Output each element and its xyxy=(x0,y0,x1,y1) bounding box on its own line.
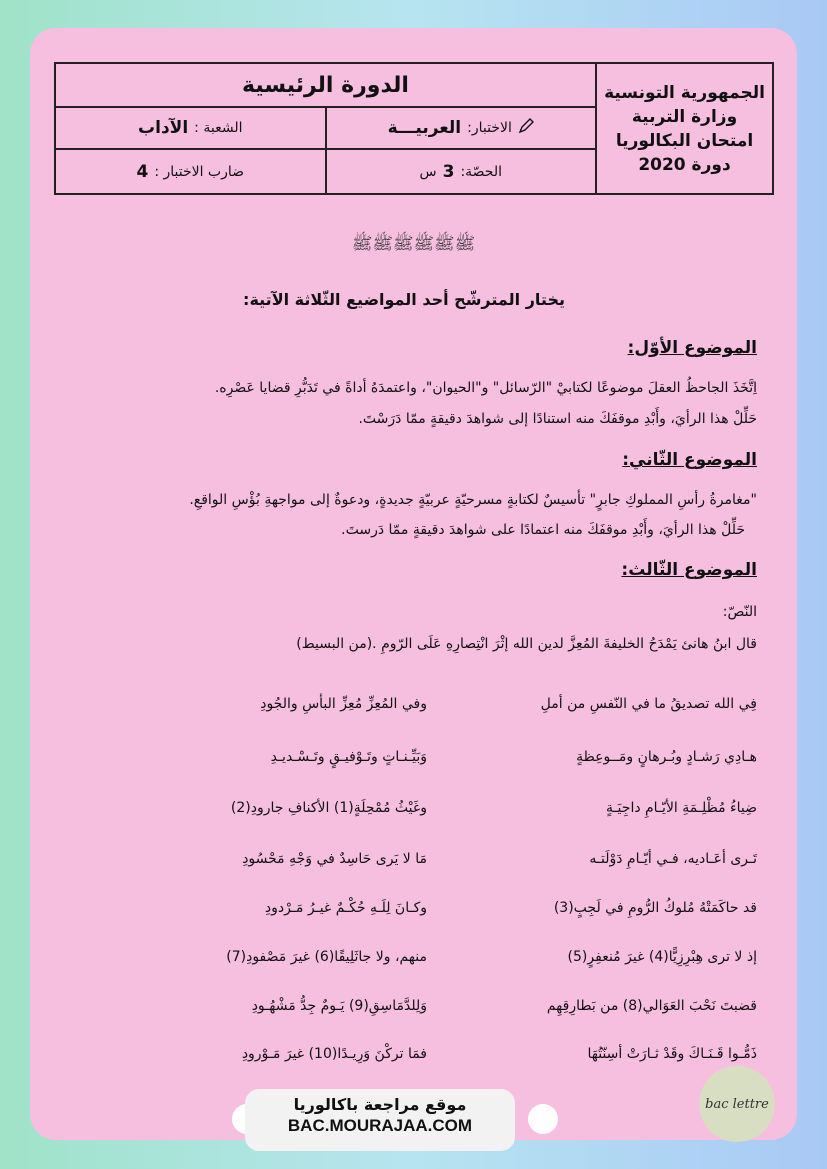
bac-lettre-badge: bac lettre xyxy=(699,1066,775,1142)
verse-8-first: ذَمُّـوا قَـنَـاكَ وقَدْ ثـارَتْ أسِنّتُهَا xyxy=(587,1046,757,1062)
decorative-stars: ﷺﷺﷺﷺﷺﷺ xyxy=(351,234,476,254)
coef-label: ضارب الاختبار : xyxy=(154,163,245,180)
verse-2-first: هـادِي رَشـادٍ وبُـرهانٍ ومَــوعِظةٍ xyxy=(576,749,757,765)
verse-1-first: فِي الله تصديقُ ما في النّفسِ من أملِ xyxy=(540,696,757,712)
topic1-title: الموضوع الأوّل: xyxy=(627,338,757,358)
poem-intro: قال ابنُ هانئ يَمْدَحُ الخليفةَ المُعِزَّ لدين الله إثْرَ انْتِصارِهِ عَلَى الرّومِ .(من البسيط) xyxy=(296,636,757,652)
instructions: يختار المترشّح أحد المواضيع الثّلاثة الآتية: xyxy=(243,290,565,309)
duration-unit: س xyxy=(419,163,437,180)
duration-value: 3 xyxy=(442,161,455,182)
verse-3-first: ضِياءُ مُظْلِـمَةِ الأيّـامِ داجِيَـةٍ xyxy=(605,800,757,816)
branch-value: الآداب xyxy=(138,118,189,138)
coef-cell xyxy=(56,150,327,193)
exam-value: العربيـــة xyxy=(387,118,462,138)
footer-arabic: موقع مراجعة باكالوريا xyxy=(293,1095,467,1114)
topic1-line1: اِتَّخَذَ الجاحظُ العقلَ موضوعًا لكتابيْ "الرّسائل" و"الحيوان"، واعتمدَهُ أداةً في تَدَبُّرِ قضايا عَصْرِه. xyxy=(214,380,757,396)
verse-8-second: فمَا تركْنَ وَرِيـدًا(10) غيرَ مَـوْرودِ xyxy=(241,1046,427,1062)
topic2-title: الموضوع الثّاني: xyxy=(622,450,757,470)
footer-url[interactable]: BAC.MOURAJAA.COM xyxy=(287,1116,473,1135)
exam-details xyxy=(56,64,595,193)
verse-5-first: قد حاكَمَتْهُ مُلوكُ الرُّومِ في لَجِبٍ(3) xyxy=(553,900,757,916)
branch-label: الشعبة : xyxy=(194,120,243,136)
text-label: النّصّ: xyxy=(722,604,757,620)
verse-6-second: منهم، ولا جاثَلِيقًا(6) غيرَ مَصْفودِ(7) xyxy=(226,949,427,965)
verse-4-first: تَـرى أعَـاديه، فـي أيّـامِ دَوْلَتـه xyxy=(589,851,757,867)
ministry-label: وزارة التربية xyxy=(631,106,738,127)
exam-cell xyxy=(327,108,596,148)
branch-cell xyxy=(56,108,327,148)
verse-7-first: قضبتَ نَحْبَ العَوَالي(8) من بَطارِقِهِم xyxy=(546,998,757,1014)
verse-4-second: مَا لا يَرى حَاسِدٌ في وَجْهِ مَحْسُودِ xyxy=(242,851,427,867)
verse-6-first: إذ لا ترى هِبْرِزِيًّا(4) غيرَ مُنعفِرٍ(5) xyxy=(567,949,757,965)
coef-value: 4 xyxy=(136,161,149,182)
exam-name-label: امتحان البكالوريا xyxy=(615,130,754,151)
verse-1-second: وفي المُعِزِّ مُعِزِّ البأسِ والجُودِ xyxy=(260,696,427,712)
exam-label: الاختبار: xyxy=(467,120,512,136)
verse-5-second: وكـانَ لِلَـهِ حُكْـمٌ غيـرُ مَـرْدودِ xyxy=(264,900,427,916)
verse-2-second: وَبَيِّـنـاتٍ وتَـوْفيـقٍ وتَـسْـديـدِ xyxy=(270,749,427,765)
session-title: الدورة الرئيسية xyxy=(56,64,595,108)
republic-label: الجمهورية التونسية xyxy=(604,82,765,103)
topic1-line2: حَلِّلْ هذا الرأيَ، وأَبْدِ موقفَكَ منه استنادًا إلى شواهدَ دقيقةٍ ممّا دَرَسْتَ. xyxy=(358,411,757,427)
topic2-line2: حَلِّلْ هذا الرأيَ، وأَبْدِ موقفَكَ منه اعتمادًا على شواهدَ دقيقةٍ ممّا دَرستَ. xyxy=(341,522,745,538)
topic3-title: الموضوع الثّالث: xyxy=(621,560,757,580)
topic2-line1: "مغامرةُ رأسِ المملوكِ جابرٍ" تأسيسٌ لكتابةٍ مسرحيّةٍ عربيّةٍ جديدةٍ، ودعوةٌ إلى مواجهةِ بُؤْسِ الواقعِ. xyxy=(189,492,757,508)
verse-7-second: وَلِلدَّمَاسِقِ(9) يَـومٌ جِدُّ مَشْهُـودِ xyxy=(251,998,427,1014)
session-year-label: دورة 2020 xyxy=(638,154,731,175)
institution-block xyxy=(595,64,772,193)
duration-row xyxy=(56,150,595,193)
watermark-footer[interactable] xyxy=(245,1089,515,1151)
pen-icon xyxy=(518,118,534,138)
subject-row xyxy=(56,108,595,150)
exam-page xyxy=(30,28,797,1140)
duration-cell xyxy=(327,150,596,193)
exam-header xyxy=(54,62,774,195)
verse-3-second: وغَيْثُ مُمْحِلَةٍ(1) الأكنافِ جارودِ(2) xyxy=(230,800,427,816)
site-logo-icon xyxy=(528,1104,558,1134)
duration-label: الحصّة: xyxy=(460,163,502,180)
